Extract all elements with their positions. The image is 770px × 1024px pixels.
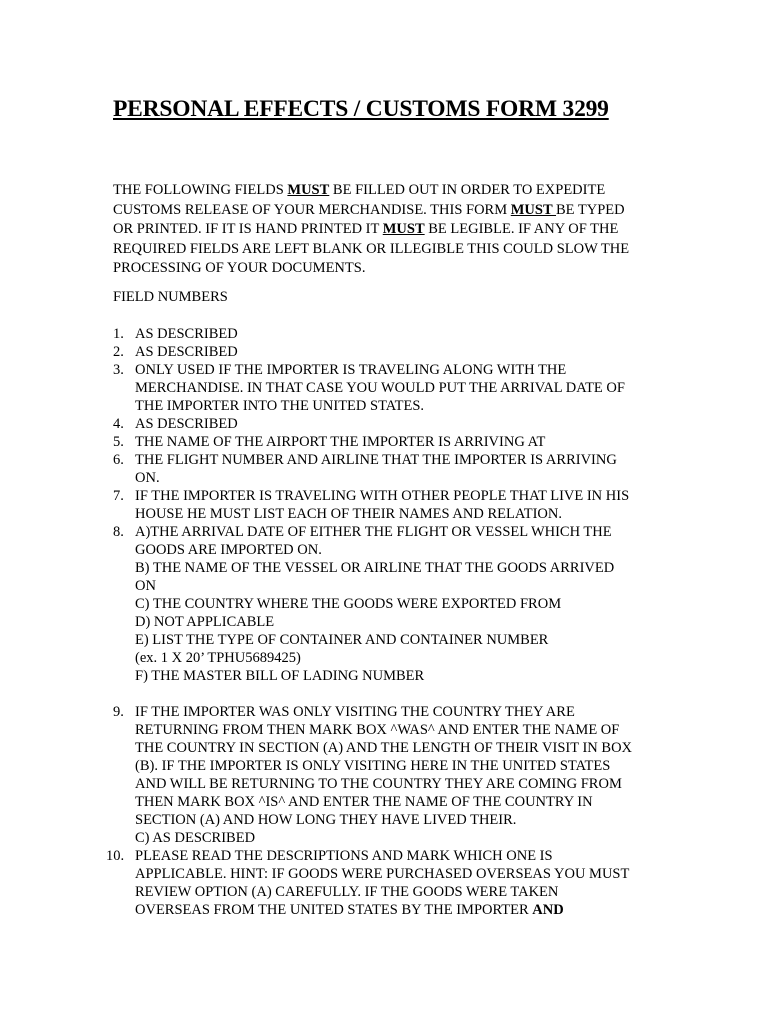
list-item	[113, 415, 673, 433]
item-line: OVERSEAS FROM THE UNITED STATES BY THE IMPORTER AND	[135, 902, 564, 918]
list-item	[113, 523, 673, 685]
list-item	[113, 325, 673, 343]
field-list	[106, 325, 673, 919]
item-line: C) AS DESCRIBED	[135, 830, 256, 846]
item-line: HOUSE HE MUST LIST EACH OF THEIR NAMES AND RELATION.	[135, 506, 562, 522]
item-number: 1.	[113, 326, 124, 342]
item-line: C) THE COUNTRY WHERE THE GOODS WERE EXPORTED FROM	[135, 596, 562, 612]
emphasis-must: MUST	[382, 221, 425, 237]
intro-line-2: CUSTOMS RELEASE OF YOUR MERCHANDISE. THIS FORM MUST BE TYPED	[113, 201, 625, 218]
item-number: 9.	[113, 704, 124, 720]
item-number: 8.	[113, 524, 124, 540]
item-line: THE IMPORTER INTO THE UNITED STATES.	[135, 398, 425, 414]
intro-line-3: OR PRINTED. IF IT IS HAND PRINTED IT MUST BE LEGIBLE. IF ANY OF THE	[113, 221, 619, 237]
list-item	[113, 361, 673, 415]
item-line: THE NAME OF THE AIRPORT THE IMPORTER IS ARRIVING AT	[135, 434, 546, 450]
emphasis-must: MUST	[287, 182, 330, 198]
emphasis-must: MUST	[510, 201, 557, 218]
item-number: 7.	[113, 488, 124, 504]
item-line: AS DESCRIBED	[135, 344, 238, 360]
item-number: 3.	[113, 362, 124, 378]
item-line: IF THE IMPORTER WAS ONLY VISITING THE COUNTRY THEY ARE	[135, 704, 575, 720]
item-line: (B). IF THE IMPORTER IS ONLY VISITING HERE IN THE UNITED STATES	[135, 758, 611, 774]
intro-line-5: PROCESSING OF YOUR DOCUMENTS.	[113, 260, 366, 276]
item-line: THE FLIGHT NUMBER AND AIRLINE THAT THE IMPORTER IS ARRIVING	[135, 452, 617, 468]
list-item	[113, 451, 673, 487]
item-number: 10.	[106, 848, 125, 864]
item-line: AS DESCRIBED	[135, 416, 238, 432]
item-line: AND WILL BE RETURNING TO THE COUNTRY THEY ARE COMING FROM	[135, 776, 622, 792]
list-item	[113, 433, 673, 451]
emphasis-and: AND	[532, 902, 564, 918]
item-line: GOODS ARE IMPORTED ON.	[135, 542, 322, 558]
item-line: B) THE NAME OF THE VESSEL OR AIRLINE THAT THE GOODS ARRIVED	[135, 560, 615, 576]
item-line: REVIEW OPTION (A) CAREFULLY. IF THE GOODS WERE TAKEN	[135, 884, 559, 900]
list-item	[113, 343, 673, 361]
item-line: RETURNING FROM THEN MARK BOX ^WAS^ AND ENTER THE NAME OF	[135, 722, 620, 738]
intro-line-4: REQUIRED FIELDS ARE LEFT BLANK OR ILLEGIBLE THIS COULD SLOW THE	[113, 240, 630, 257]
list-item	[106, 847, 673, 919]
item-line: APPLICABLE. HINT: IF GOODS WERE PURCHASED OVERSEAS YOU MUST	[135, 866, 630, 882]
item-line: ONLY USED IF THE IMPORTER IS TRAVELING ALONG WITH THE	[135, 362, 567, 378]
intro-paragraph	[113, 181, 673, 279]
item-line: THEN MARK BOX ^IS^ AND ENTER THE NAME OF THE COUNTRY IN	[135, 794, 593, 810]
page-title: PERSONAL EFFECTS / CUSTOMS FORM 3299	[113, 96, 609, 122]
item-line: ON	[135, 578, 156, 594]
item-line: A)THE ARRIVAL DATE OF EITHER THE FLIGHT OR VESSEL WHICH THE	[135, 524, 612, 540]
intro-line-1: THE FOLLOWING FIELDS MUST BE FILLED OUT IN ORDER TO EXPEDITE	[113, 182, 606, 198]
item-line: SECTION (A) AND HOW LONG THEY HAVE LIVED THEIR.	[135, 812, 517, 828]
item-line: E) LIST THE TYPE OF CONTAINER AND CONTAINER NUMBER	[135, 632, 549, 648]
item-number: 2.	[113, 344, 124, 360]
item-number: 6.	[113, 452, 124, 468]
item-line: IF THE IMPORTER IS TRAVELING WITH OTHER PEOPLE THAT LIVE IN HIS	[135, 488, 630, 504]
item-line: ON.	[135, 470, 160, 486]
item-line: PLEASE READ THE DESCRIPTIONS AND MARK WHICH ONE IS	[135, 848, 553, 864]
item-line: THE COUNTRY IN SECTION (A) AND THE LENGTH OF THEIR VISIT IN BOX	[135, 740, 633, 756]
spacer	[113, 685, 673, 703]
item-line: F) THE MASTER BILL OF LADING NUMBER	[135, 668, 425, 684]
list-item	[113, 487, 673, 523]
list-item	[113, 703, 673, 847]
item-line: D) NOT APPLICABLE	[135, 614, 275, 630]
field-numbers-heading: FIELD NUMBERS	[113, 289, 228, 305]
item-line: MERCHANDISE. IN THAT CASE YOU WOULD PUT THE ARRIVAL DATE OF	[135, 380, 625, 396]
item-number: 4.	[113, 416, 124, 432]
item-line: (ex. 1 X 20’ TPHU5689425)	[135, 650, 301, 666]
item-number: 5.	[113, 434, 124, 450]
item-line: AS DESCRIBED	[135, 326, 238, 342]
